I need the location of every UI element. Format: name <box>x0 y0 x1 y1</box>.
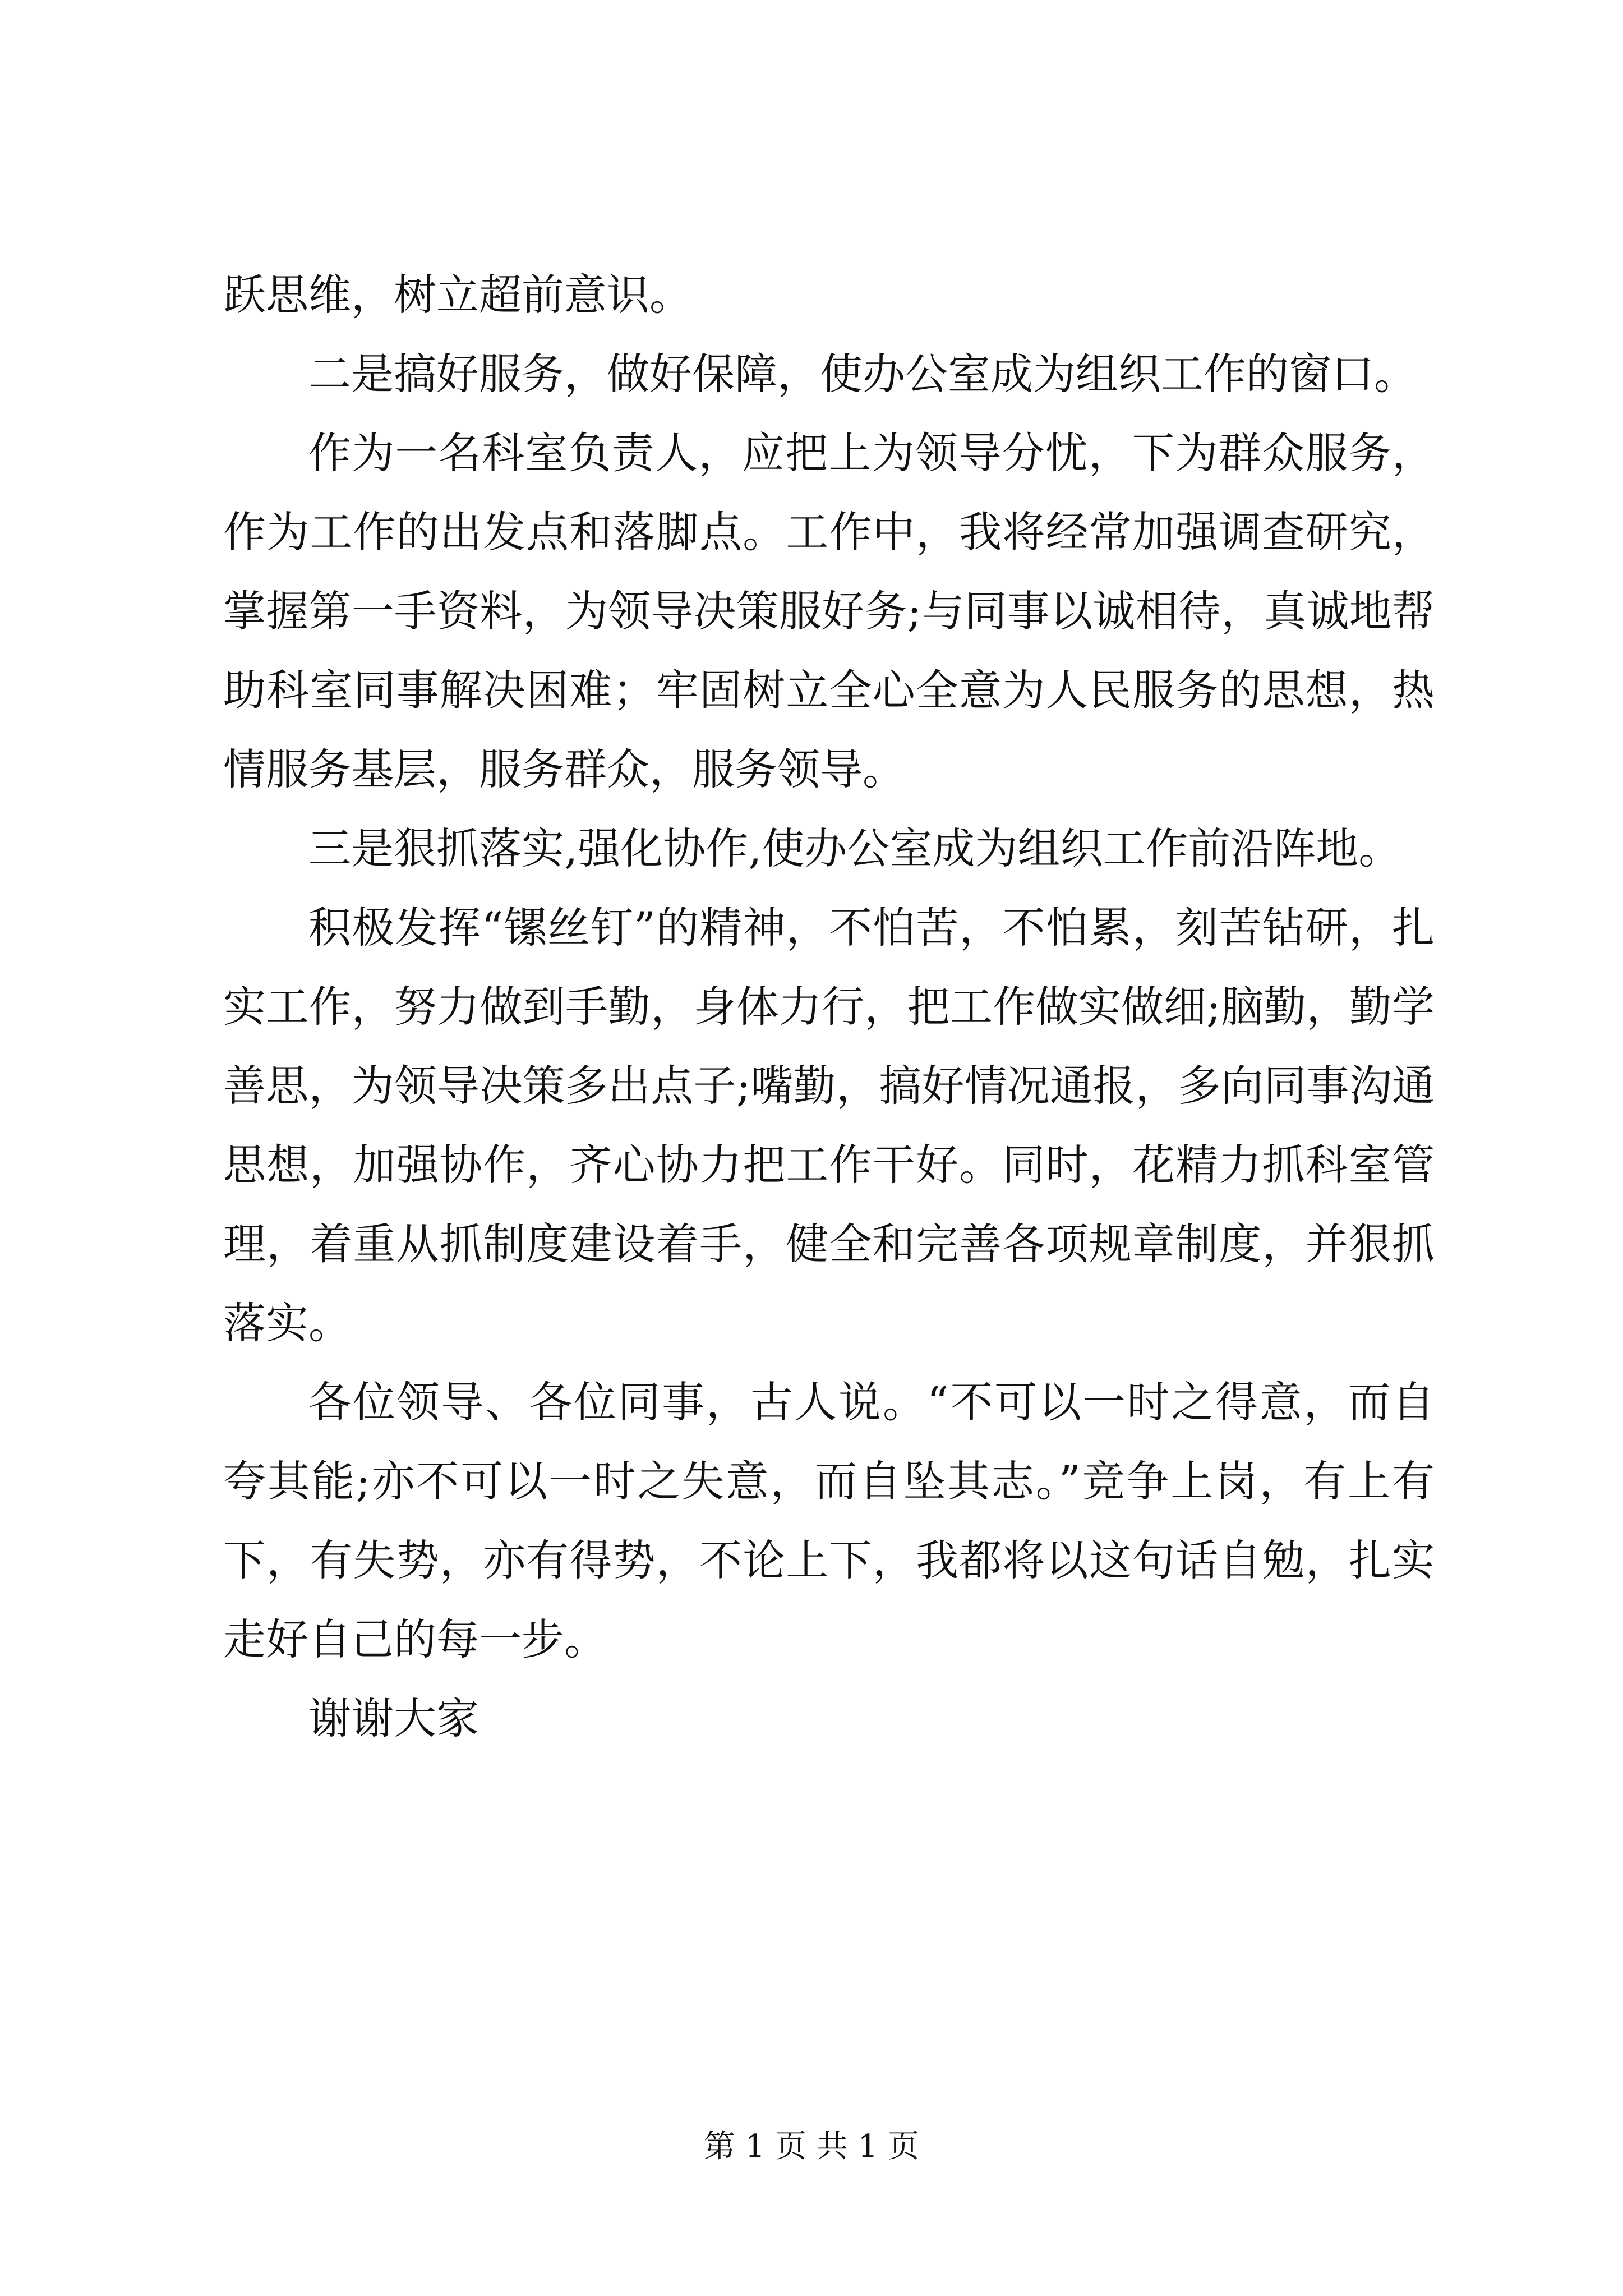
paragraph-section-two-heading: 二是搞好服务，做好保障，使办公室成为组织工作的窗口。 <box>308 349 1417 399</box>
paragraph-section-three-body: 积极发挥“镙丝钉”的精神，不怕苦，不怕累，刻苦钻研，扎实工作，努力做到手勤，身体力行，把工作做实做细;脑勤，勤学善思，为领导决策多出点子;嘴勤，搞好情况通报，多向同事沟通思想，加强协作，齐心协力把工作干好。同时，花精力抓科室管理，着重从抓制度建设着手，健全和完善各项规章制度，并狠抓落实。 <box>223 903 1435 1348</box>
paragraph-closing: 各位领导、各位同事，古人说。“不可以一时之得意，而自夸其能;亦不可以一时之失意，而自坠其志。”竞争上岗，有上有下，有失势，亦有得势，不论上下，我都将以这句话自勉，扎实走好自己的每一步。 <box>223 1377 1435 1664</box>
document-body <box>223 255 1435 1758</box>
paragraph-thanks: 谢谢大家 <box>308 1694 479 1743</box>
paragraph-continuation: 跃思维，树立超前意识。 <box>223 270 692 320</box>
page-footer: 第 1 页 共 1 页 <box>703 2128 920 2165</box>
paragraph-section-three-heading: 三是狠抓落实,强化协作,使办公室成为组织工作前沿阵地。 <box>308 823 1401 873</box>
paragraph-section-two-body: 作为一名科室负责人，应把上为领导分忧，下为群众服务，作为工作的出发点和落脚点。工作中，我将经常加强调查研究，掌握第一手资料，为领导决策服好务;与同事以诚相待，真诚地帮助科室同事解决困难；牢固树立全心全意为人民服务的思想，热情服务基层，服务群众，服务领导。 <box>223 428 1435 794</box>
